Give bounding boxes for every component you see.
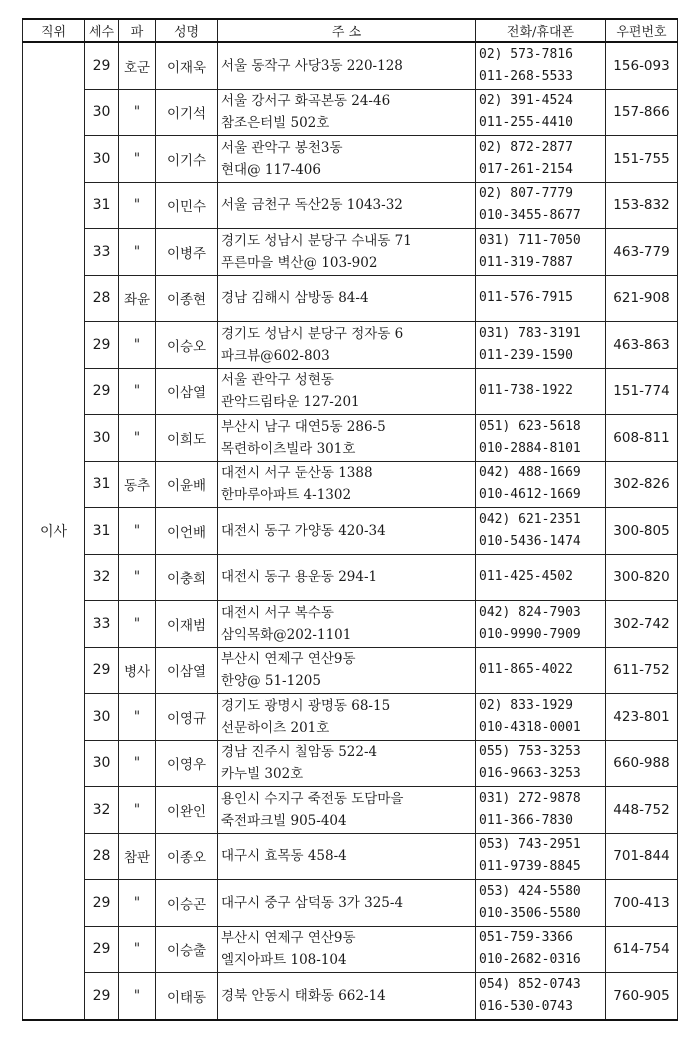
name-cell: 이승오 <box>156 322 218 369</box>
phone-line-1: 054) 852-0743 <box>479 976 581 992</box>
address-line-1: 대전시 동구 가양동 420-34 <box>221 522 386 539</box>
name-cell: 이영우 <box>156 740 218 787</box>
name-cell: 이승출 <box>156 926 218 973</box>
phone-cell <box>476 694 606 741</box>
phone-line-1: 02) 391-4524 <box>479 93 573 109</box>
address-line-1: 대전시 서구 복수동 <box>221 604 334 621</box>
phone-cell <box>476 136 606 183</box>
address-line-1: 경북 안동시 태화동 662-14 <box>221 987 386 1004</box>
generation-cell: 31 <box>85 461 119 508</box>
name-cell: 이민수 <box>156 182 218 229</box>
phone-line-2: 010-2884-8101 <box>479 440 581 456</box>
name-cell: 이삼열 <box>156 647 218 694</box>
address-line-2: 참조은터빌 502호 <box>221 115 330 132</box>
branch-cell: " <box>119 601 156 648</box>
phone-line-2: 010-3506-5580 <box>479 905 581 921</box>
generation-cell: 30 <box>85 694 119 741</box>
generation-cell: 28 <box>85 833 119 880</box>
address-cell <box>218 601 476 648</box>
generation-cell: 30 <box>85 415 119 462</box>
phone-line-2: 011-268-5533 <box>479 68 573 84</box>
table-row <box>23 322 678 369</box>
phone-cell <box>476 880 606 927</box>
phone-line-1: 042) 824-7903 <box>479 604 581 620</box>
phone-cell <box>476 787 606 834</box>
address-line-1: 부산시 연제구 연산9동 <box>221 930 356 947</box>
address-line-2: 현대@ 117-406 <box>221 161 321 178</box>
address-cell <box>218 647 476 694</box>
branch-cell: " <box>119 136 156 183</box>
header-address: 주 소 <box>218 19 476 42</box>
zip-cell: 621-908 <box>606 275 678 322</box>
address-line-1: 경남 진주시 칠암동 522-4 <box>221 744 378 761</box>
table-row <box>23 415 678 462</box>
phone-line-1: 031) 711-7050 <box>479 232 581 248</box>
header-name: 성명 <box>156 19 218 42</box>
phone-cell <box>476 601 606 648</box>
name-cell: 이영규 <box>156 694 218 741</box>
zip-cell: 302-742 <box>606 601 678 648</box>
name-cell: 이태동 <box>156 973 218 1020</box>
table-row <box>23 926 678 973</box>
phone-line-2: 011-366-7830 <box>479 812 573 828</box>
address-line-1: 서울 관악구 성현동 <box>221 372 334 389</box>
phone-line-2: 010-2682-0316 <box>479 952 581 968</box>
address-cell <box>218 42 476 89</box>
phone-line-1: 055) 753-3253 <box>479 744 581 760</box>
generation-cell: 30 <box>85 89 119 136</box>
table-row <box>23 368 678 415</box>
branch-cell: " <box>119 926 156 973</box>
generation-cell: 33 <box>85 229 119 276</box>
phone-line-1: 051-759-3366 <box>479 930 573 946</box>
phone-cell <box>476 926 606 973</box>
address-line-2: 카누빌 302호 <box>221 766 304 783</box>
phone-cell <box>476 89 606 136</box>
header-generation: 세수 <box>85 19 119 42</box>
address-line-2: 선문하이츠 201호 <box>221 719 330 736</box>
generation-cell: 30 <box>85 740 119 787</box>
phone-cell <box>476 973 606 1020</box>
branch-cell: " <box>119 368 156 415</box>
zip-cell: 151-774 <box>606 368 678 415</box>
zip-cell: 463-863 <box>606 322 678 369</box>
phone-line-1: 02) 872-2877 <box>479 139 573 155</box>
phone-cell <box>476 554 606 601</box>
table-body <box>23 42 678 1020</box>
zip-cell: 157-866 <box>606 89 678 136</box>
member-table <box>22 18 678 1021</box>
address-line-1: 경남 김해시 삼방동 84-4 <box>221 290 369 307</box>
zip-cell: 608-811 <box>606 415 678 462</box>
phone-line-1: 053) 424-5580 <box>479 883 581 899</box>
phone-line-1: 011-576-7915 <box>479 290 573 306</box>
address-cell <box>218 89 476 136</box>
generation-cell: 29 <box>85 880 119 927</box>
header-zip: 우편번호 <box>606 19 678 42</box>
phone-cell <box>476 275 606 322</box>
table-row <box>23 42 678 89</box>
address-line-2: 한양@ 51-1205 <box>221 673 321 690</box>
phone-line-2: 010-4318-0001 <box>479 719 581 735</box>
phone-line-1: 011-425-4502 <box>479 569 573 585</box>
generation-cell: 28 <box>85 275 119 322</box>
generation-cell: 30 <box>85 136 119 183</box>
header-phone: 전화/휴대폰 <box>476 19 606 42</box>
generation-cell: 29 <box>85 368 119 415</box>
generation-cell: 29 <box>85 42 119 89</box>
zip-cell: 448-752 <box>606 787 678 834</box>
phone-cell <box>476 508 606 555</box>
table-row <box>23 601 678 648</box>
address-cell <box>218 694 476 741</box>
branch-cell: 좌윤 <box>119 275 156 322</box>
branch-cell: " <box>119 229 156 276</box>
name-cell: 이완인 <box>156 787 218 834</box>
phone-line-2: 011-239-1590 <box>479 347 573 363</box>
address-cell <box>218 415 476 462</box>
name-cell: 이종현 <box>156 275 218 322</box>
branch-cell: " <box>119 740 156 787</box>
name-cell: 이재욱 <box>156 42 218 89</box>
phone-line-2: 016-9663-3253 <box>479 766 581 782</box>
table-row <box>23 461 678 508</box>
name-cell: 이희도 <box>156 415 218 462</box>
phone-line-1: 011-865-4022 <box>479 662 573 678</box>
name-cell: 이승곤 <box>156 880 218 927</box>
zip-cell: 302-826 <box>606 461 678 508</box>
zip-cell: 463-779 <box>606 229 678 276</box>
zip-cell: 156-093 <box>606 42 678 89</box>
table-row <box>23 740 678 787</box>
zip-cell: 700-413 <box>606 880 678 927</box>
address-line-1: 서울 관악구 봉천3동 <box>221 139 343 156</box>
name-cell: 이기수 <box>156 136 218 183</box>
address-cell <box>218 787 476 834</box>
address-line-1: 대구시 효목동 458-4 <box>221 848 347 865</box>
phone-line-1: 042) 488-1669 <box>479 465 581 481</box>
name-cell: 이병주 <box>156 229 218 276</box>
table-row <box>23 508 678 555</box>
header-branch: 파 <box>119 19 156 42</box>
address-cell <box>218 461 476 508</box>
member-directory <box>22 18 677 1021</box>
address-cell <box>218 136 476 183</box>
phone-line-1: 031) 272-9878 <box>479 790 581 806</box>
phone-line-2: 011-255-4410 <box>479 115 573 131</box>
table-row <box>23 182 678 229</box>
table-row <box>23 880 678 927</box>
branch-cell: 호군 <box>119 42 156 89</box>
generation-cell: 31 <box>85 182 119 229</box>
generation-cell: 32 <box>85 554 119 601</box>
header-role: 직위 <box>23 19 85 42</box>
phone-cell <box>476 415 606 462</box>
address-line-2: 목련하이츠빌라 301호 <box>221 440 356 457</box>
table-row <box>23 787 678 834</box>
zip-cell: 300-820 <box>606 554 678 601</box>
phone-line-1: 02) 807-7779 <box>479 186 573 202</box>
address-line-1: 서울 동작구 사당3동 220-128 <box>221 57 403 74</box>
address-line-2: 푸른마을 벽산@ 103-902 <box>221 254 378 271</box>
address-line-1: 서울 금천구 독산2동 1043-32 <box>221 197 403 214</box>
name-cell: 이재범 <box>156 601 218 648</box>
phone-line-1: 011-738-1922 <box>479 383 573 399</box>
generation-cell: 29 <box>85 973 119 1020</box>
address-line-2: 죽전파크빌 905-404 <box>221 812 347 829</box>
branch-cell: " <box>119 554 156 601</box>
address-line-1: 서울 강서구 화곡본동 24-46 <box>221 93 391 110</box>
phone-cell <box>476 740 606 787</box>
branch-cell: " <box>119 694 156 741</box>
phone-line-2: 010-4612-1669 <box>479 487 581 503</box>
phone-line-2: 010-9990-7909 <box>479 626 581 642</box>
phone-line-2: 010-3455-8677 <box>479 208 581 224</box>
branch-cell: " <box>119 182 156 229</box>
address-cell <box>218 508 476 555</box>
name-cell: 이종오 <box>156 833 218 880</box>
table-row <box>23 275 678 322</box>
address-cell <box>218 275 476 322</box>
phone-line-2: 011-9739-8845 <box>479 859 581 875</box>
branch-cell: " <box>119 787 156 834</box>
zip-cell: 153-832 <box>606 182 678 229</box>
address-line-1: 부산시 연제구 연산9동 <box>221 651 356 668</box>
zip-cell: 151-755 <box>606 136 678 183</box>
zip-cell: 760-905 <box>606 973 678 1020</box>
phone-line-1: 042) 621-2351 <box>479 511 581 527</box>
table-row <box>23 647 678 694</box>
name-cell: 이충희 <box>156 554 218 601</box>
address-line-2: 삼익목화@202-1101 <box>221 626 352 643</box>
address-cell <box>218 554 476 601</box>
phone-line-1: 02) 833-1929 <box>479 697 573 713</box>
phone-line-1: 031) 783-3191 <box>479 325 581 341</box>
generation-cell: 31 <box>85 508 119 555</box>
address-line-1: 대전시 서구 둔산동 1388 <box>221 465 373 482</box>
role-cell: 이사 <box>23 42 85 1020</box>
branch-cell: " <box>119 880 156 927</box>
generation-cell: 32 <box>85 787 119 834</box>
address-cell <box>218 740 476 787</box>
phone-cell <box>476 42 606 89</box>
address-line-1: 대전시 동구 용운동 294-1 <box>221 569 378 586</box>
branch-cell: 병사 <box>119 647 156 694</box>
address-line-1: 용인시 수지구 죽전동 도담마을 <box>221 790 404 807</box>
address-line-1: 경기도 성남시 분당구 정자동 6 <box>221 325 404 342</box>
zip-cell: 300-805 <box>606 508 678 555</box>
phone-line-2: 010-5436-1474 <box>479 533 581 549</box>
address-line-1: 부산시 남구 대연5동 286-5 <box>221 418 386 435</box>
phone-cell <box>476 182 606 229</box>
branch-cell: 동추 <box>119 461 156 508</box>
address-line-2: 파크뷰@602-803 <box>221 347 330 364</box>
branch-cell: 참판 <box>119 833 156 880</box>
table-row <box>23 973 678 1020</box>
name-cell: 이기석 <box>156 89 218 136</box>
phone-line-2: 016-530-0743 <box>479 998 573 1014</box>
name-cell: 이삼열 <box>156 368 218 415</box>
table-row <box>23 694 678 741</box>
phone-cell <box>476 461 606 508</box>
address-cell <box>218 973 476 1020</box>
generation-cell: 29 <box>85 647 119 694</box>
address-line-2: 엘지아파트 108-104 <box>221 952 347 969</box>
phone-line-1: 051) 623-5618 <box>479 418 581 434</box>
phone-cell <box>476 322 606 369</box>
phone-line-1: 02) 573-7816 <box>479 46 573 62</box>
address-cell <box>218 368 476 415</box>
zip-cell: 423-801 <box>606 694 678 741</box>
branch-cell: " <box>119 508 156 555</box>
branch-cell: " <box>119 415 156 462</box>
table-row <box>23 229 678 276</box>
generation-cell: 33 <box>85 601 119 648</box>
table-row <box>23 833 678 880</box>
address-line-1: 대구시 중구 삼덕동 3가 325-4 <box>221 894 404 911</box>
address-line-2: 관악드림타운 127-201 <box>221 394 360 411</box>
phone-cell <box>476 229 606 276</box>
header-row <box>23 19 678 42</box>
address-cell <box>218 926 476 973</box>
branch-cell: " <box>119 322 156 369</box>
phone-cell <box>476 368 606 415</box>
zip-cell: 660-988 <box>606 740 678 787</box>
address-line-2: 한마루아파트 4-1302 <box>221 487 352 504</box>
phone-line-2: 011-319-7887 <box>479 254 573 270</box>
phone-line-2: 017-261-2154 <box>479 161 573 177</box>
zip-cell: 701-844 <box>606 833 678 880</box>
table-row <box>23 136 678 183</box>
address-cell <box>218 182 476 229</box>
address-line-1: 경기도 광명시 광명동 68-15 <box>221 697 391 714</box>
table-row <box>23 554 678 601</box>
branch-cell: " <box>119 973 156 1020</box>
address-cell <box>218 322 476 369</box>
phone-cell <box>476 647 606 694</box>
branch-cell: " <box>119 89 156 136</box>
address-cell <box>218 229 476 276</box>
zip-cell: 611-752 <box>606 647 678 694</box>
phone-line-1: 053) 743-2951 <box>479 837 581 853</box>
generation-cell: 29 <box>85 322 119 369</box>
address-line-1: 경기도 성남시 분당구 수내동 71 <box>221 232 412 249</box>
phone-cell <box>476 833 606 880</box>
table-row <box>23 89 678 136</box>
name-cell: 이언배 <box>156 508 218 555</box>
address-cell <box>218 880 476 927</box>
generation-cell: 29 <box>85 926 119 973</box>
address-cell <box>218 833 476 880</box>
name-cell: 이윤배 <box>156 461 218 508</box>
zip-cell: 614-754 <box>606 926 678 973</box>
